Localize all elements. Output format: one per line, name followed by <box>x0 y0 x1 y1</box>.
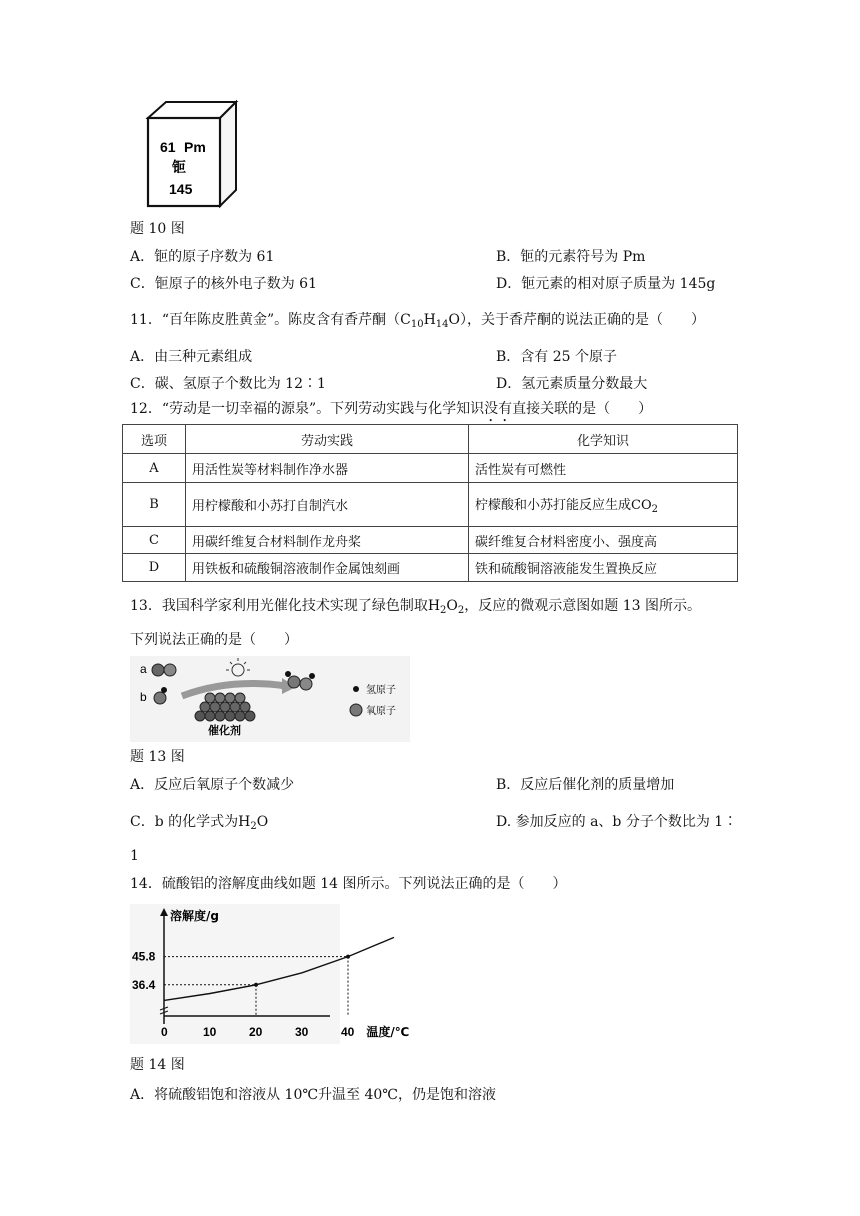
table-row <box>123 454 738 483</box>
q14-stem: 14．硫酸铝的溶解度曲线如题 14 图所示。下列说法正确的是（ ） <box>130 876 567 892</box>
q11-stem-b: O），关于香芹酮的说法正确的是（ ） <box>448 312 706 328</box>
q10-option-c: C．钷原子的核外电子数为 61 <box>130 276 317 292</box>
y-tick-label: 45.8 <box>132 949 156 964</box>
q13-sub-o: 2 <box>457 605 465 616</box>
q12-table <box>122 424 738 582</box>
x-tick-label: 20 <box>249 1025 263 1039</box>
q12-stem-emphasis: 没有 <box>484 401 513 417</box>
q12-row-d-practice: 用铁板和硫酸铜溶液制作金属蚀刻画 <box>186 554 469 582</box>
x-tick-label: 0 <box>161 1025 168 1039</box>
q12-row-d-option: D <box>123 554 186 582</box>
q12-row-b-knowledge-cell <box>469 483 738 527</box>
q11-option-c: C．碳、氢原子个数比为 12∶1 <box>130 376 326 392</box>
element-symbol: Pm <box>184 139 206 155</box>
fig10-caption: 题 10 图 <box>130 221 185 237</box>
q13-option-b: B．反应后催化剂的质量增加 <box>496 777 675 793</box>
fig13-caption: 题 13 图 <box>130 749 185 765</box>
element-card-figure <box>130 100 242 216</box>
q10-option-a: A．钷的原子序数为 61 <box>130 249 275 265</box>
q13-stem-a: 13．我国科学家利用光催化技术实现了绿色制取H <box>130 598 441 614</box>
q12-row-a-knowledge: 活性炭有可燃性 <box>469 454 738 483</box>
q13-stem <box>130 596 701 621</box>
q12-row-c-knowledge: 碳纤维复合材料密度小、强度高 <box>469 527 738 554</box>
q12-table-header <box>123 425 738 454</box>
q12-stem-a: 12．“劳动是一切幸福的源泉”。下列劳动实践与化学知识 <box>130 401 485 417</box>
table-row <box>123 483 738 527</box>
q11-option-a: A．由三种元素组成 <box>130 349 253 365</box>
q13-option-c-a: C．b 的化学式为H <box>130 814 251 830</box>
q13-option-c-b: O <box>256 814 269 830</box>
q13-catalyst-label: 催化剂 <box>208 724 241 737</box>
x-axis-label: 温度/℃ <box>366 1025 410 1039</box>
q14-solubility-chart <box>130 904 410 1044</box>
element-name: 钷 <box>172 160 186 176</box>
q13-label-a: a <box>140 662 147 676</box>
q12-row-b-option: B <box>123 483 186 527</box>
q13-option-a: A．反应后氧原子个数减少 <box>130 777 295 793</box>
element-mass: 145 <box>169 181 193 197</box>
chart-background <box>130 904 340 1044</box>
table-row <box>123 554 738 582</box>
table-row <box>123 527 738 554</box>
q11-sub-h: 14 <box>435 319 449 330</box>
x-tick-label: 30 <box>295 1025 309 1039</box>
q12-stem <box>130 399 652 425</box>
q13-option-c <box>130 812 268 837</box>
q11-stem-a: 11．“百年陈皮胜黄金”。陈皮含有香芹酮（C <box>130 312 411 328</box>
q13-option-d: D. 参加反应的 a、b 分子个数比为 1∶ <box>496 814 738 830</box>
q13-o: O <box>446 598 458 614</box>
q12-row-c-practice: 用碳纤维复合材料制作龙舟桨 <box>186 527 469 554</box>
q10-option-b: B．钷的元素符号为 Pm <box>496 249 646 265</box>
legend-oxygen: 氧原子 <box>366 706 396 717</box>
fig14-caption: 题 14 图 <box>130 1057 185 1073</box>
x-tick-label: 10 <box>203 1025 217 1039</box>
q13-stem-b: ，反应的微观示意图如题 13 图所示。 <box>464 598 701 614</box>
q12-row-c-option: C <box>123 527 186 554</box>
q12-row-a-practice: 用活性炭等材料制作净水器 <box>186 454 469 483</box>
q14-option-a: A．将硫酸铝饱和溶液从 10℃升温至 40℃，仍是饱和溶液 <box>130 1087 496 1103</box>
x-tick-label: 40 <box>341 1025 355 1039</box>
y-tick-label: 36.4 <box>132 977 156 992</box>
q11-option-b: B．含有 25 个原子 <box>496 349 618 365</box>
q13-sub-h: 2 <box>440 605 447 616</box>
y-axis-label: 溶解度/g <box>170 909 219 923</box>
q12-stem-b: 直接关联的是（ ） <box>512 401 653 417</box>
q13-option-c-sub: 2 <box>250 821 257 832</box>
q13-stem-line2: 下列说法正确的是（ ） <box>130 632 298 648</box>
q12-row-b-practice: 用柠檬酸和小苏打自制汽水 <box>186 483 469 527</box>
q11-sub-c: 10 <box>410 319 424 330</box>
q12-row-b-sub: 2 <box>651 504 658 515</box>
q13-label-b: b <box>140 690 147 704</box>
q11-stem <box>130 310 705 335</box>
q12-header-practice: 劳动实践 <box>186 425 469 454</box>
q12-header-option: 选项 <box>123 425 186 454</box>
q13-reaction-figure <box>130 656 410 742</box>
q12-row-d-knowledge: 铁和硫酸铜溶液能发生置换反应 <box>469 554 738 582</box>
element-number: 61 <box>160 139 176 155</box>
q11-option-d: D．氢元素质量分数最大 <box>496 376 648 392</box>
legend-hydrogen: 氢原子 <box>366 685 396 696</box>
q12-row-a-option: A <box>123 454 186 483</box>
q11-h: H <box>423 312 436 328</box>
q12-header-knowledge: 化学知识 <box>469 425 738 454</box>
q10-option-d: D．钷元素的相对原子质量为 145g <box>496 276 716 292</box>
q12-row-b-knowledge: 柠檬酸和小苏打能反应生成CO <box>475 498 652 513</box>
q13-option-d-cont: 1 <box>130 848 139 864</box>
